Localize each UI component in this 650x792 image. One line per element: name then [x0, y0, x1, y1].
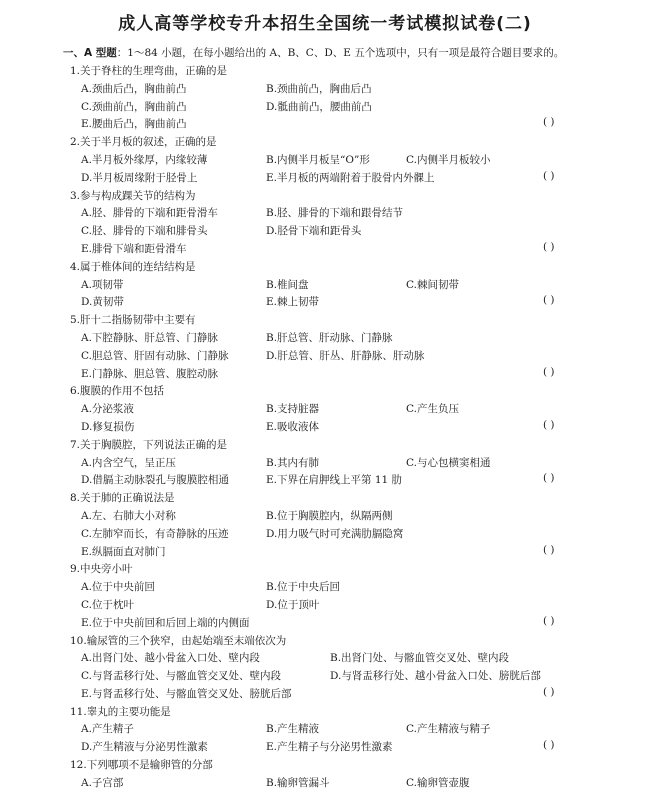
question-text: 6.腹膜的作用不包括	[70, 385, 165, 398]
answer-option: E.门静脉、胆总管、腹腔动脉	[81, 367, 219, 380]
answer-blank: ( )	[543, 240, 555, 253]
answer-option: B.椎间盘	[266, 278, 309, 291]
option-row	[0, 222, 650, 240]
answer-option: C.胆总管、肝固有动脉、门静脉	[81, 349, 229, 362]
question-text: 1.关于脊柱的生理弯曲，正确的是	[70, 65, 228, 77]
option-row	[0, 400, 650, 418]
answer-option: B.胫、腓骨的下端和跟骨结节	[266, 207, 404, 220]
answer-option: D.位于顶叶	[266, 598, 320, 611]
question-list	[0, 62, 650, 792]
question-stem	[0, 311, 650, 329]
option-row	[0, 329, 650, 347]
option-row	[0, 614, 650, 632]
answer-option: C.位于枕叶	[81, 598, 134, 611]
option-row	[0, 240, 650, 258]
answer-option: A.下腔静脉、肝总管、门静脉	[81, 331, 218, 344]
answer-option: C.与心包横窦相通	[406, 456, 491, 469]
answer-option: C.输卵管壶腹	[406, 776, 470, 789]
answer-option: C.左肺窄而长，有奇静脉的压迹	[81, 527, 229, 540]
answer-blank: ( )	[543, 116, 555, 129]
page-title: 成人高等学校专升本招生全国统一考试模拟试卷(二)	[118, 14, 532, 34]
answer-option: B.位于中央后回	[266, 581, 341, 594]
option-row	[0, 169, 650, 187]
answer-blank: ( )	[543, 739, 555, 752]
option-row	[0, 365, 650, 383]
question-stem	[0, 756, 650, 774]
option-row	[0, 276, 650, 294]
answer-option: A.胫、腓骨的下端和距骨滑车	[81, 207, 218, 220]
option-row	[0, 649, 650, 667]
option-row	[0, 98, 650, 116]
question-text: 3.参与构成踝关节的结构为	[70, 189, 196, 202]
answer-option: C.胫、腓骨的下端和腓骨头	[81, 225, 208, 238]
question-text: 10.输尿管的三个狭窄，由起始端至末端依次为	[70, 634, 287, 647]
answer-option: B.内侧半月板呈“O”形	[266, 153, 370, 166]
answer-option: D.借膈主动脉裂孔与腹膜腔相通	[81, 474, 229, 487]
answer-blank: ( )	[543, 614, 555, 627]
answer-option: B.其内有肺	[266, 456, 320, 469]
answer-option: B.位于胸膜腔内，纵隔两侧	[266, 509, 393, 522]
answer-option: C.与肾盂移行处、与髂血管交叉处、壁内段	[81, 670, 281, 683]
answer-option: A.内含空气，呈正压	[81, 456, 176, 469]
option-row	[0, 525, 650, 543]
option-row	[0, 151, 650, 169]
answer-option: A.出肾门处、越小骨盆入口处、壁内段	[81, 652, 260, 665]
answer-option: E.腓骨下端和距骨滑车	[81, 242, 187, 255]
answer-option: A.左、右肺大小对称	[81, 509, 176, 522]
question-stem	[0, 632, 650, 650]
answer-option: A.产生精子	[81, 723, 134, 736]
option-row	[0, 204, 650, 222]
option-row	[0, 738, 650, 756]
question-stem	[0, 703, 650, 721]
question-stem	[0, 133, 650, 151]
question-text: 8.关于肺的正确说法是	[70, 492, 175, 505]
option-row	[0, 685, 650, 703]
answer-option: A.半月板外缘厚，内缘较薄	[81, 153, 208, 166]
answer-option: D.黄韧带	[81, 296, 124, 309]
answer-option: B.支持脏器	[266, 403, 320, 416]
answer-option: E.棘上韧带	[266, 296, 320, 309]
question-text: 9.中央旁小叶	[70, 563, 133, 576]
question-text: 5.肝十二指肠韧带中主要有	[70, 314, 196, 327]
answer-option: B.肝总管、肝动脉、门静脉	[266, 331, 393, 344]
option-row	[0, 720, 650, 738]
option-row	[0, 507, 650, 525]
section-label: 一、A 型题	[63, 47, 117, 59]
answer-option: E.吸收液体	[266, 420, 320, 433]
answer-option: C.颈曲前凸，胸曲前凸	[81, 100, 187, 113]
answer-option: E.腰曲后凸，胸曲前凸	[81, 118, 187, 131]
answer-option: A.位于中央前回	[81, 581, 155, 594]
answer-option: E.纵膈面直对肺门	[81, 545, 166, 558]
answer-option: E.下界在肩胛线上平第 11 肋	[266, 474, 403, 487]
option-row	[0, 418, 650, 436]
answer-option: B.颈曲前凸，胸曲后凸	[266, 82, 372, 95]
option-row	[0, 115, 650, 133]
answer-option: E.位于中央前回和后回上端的内侧面	[81, 616, 250, 629]
answer-option: C.内侧半月板较小	[406, 153, 491, 166]
question-text: 11.睾丸的主要功能是	[70, 705, 171, 718]
answer-option: C.产生负压	[406, 403, 459, 416]
answer-blank: ( )	[543, 685, 555, 698]
answer-blank: ( )	[543, 418, 555, 431]
answer-option: D.与肾盂移行处、越小骨盆入口处、膀胱后部	[330, 670, 541, 683]
answer-option: D.骶曲前凸，腰曲前凸	[266, 100, 372, 113]
option-row	[0, 578, 650, 596]
answer-option: D.肝总管、肝丛、肝静脉、肝动脉	[266, 349, 425, 362]
question-stem	[0, 489, 650, 507]
question-stem	[0, 187, 650, 205]
question-stem	[0, 560, 650, 578]
question-stem	[0, 62, 650, 80]
option-row	[0, 293, 650, 311]
question-stem	[0, 382, 650, 400]
answer-option: D.用力吸气时可充满肋膈隐窝	[266, 527, 404, 540]
answer-blank: ( )	[543, 169, 555, 182]
question-stem	[0, 258, 650, 276]
answer-option: A.子宫部	[81, 776, 124, 789]
section-text: ：1～84 小题，在每小题给出的 A、B、C、D、E 五个选项中，只有一项是最符合题目要求的。	[116, 47, 565, 59]
question-text: 4.属于椎体间的连结结构是	[70, 260, 196, 273]
answer-option: A.颈曲后凸，胸曲前凸	[81, 82, 187, 95]
answer-option: E.与肾盂移行处、与髂血管交叉处、膀胱后部	[81, 687, 292, 700]
question-text: 12.下列哪项不是输卵管的分部	[70, 759, 213, 772]
answer-option: B.输卵管漏斗	[266, 776, 330, 789]
answer-option: A.项韧带	[81, 278, 124, 291]
option-row	[0, 454, 650, 472]
answer-option: D.修复损伤	[81, 420, 135, 433]
option-row	[0, 80, 650, 98]
answer-option: B.出肾门处、与髂血管交叉处、壁内段	[330, 652, 510, 665]
answer-option: C.棘间韧带	[406, 278, 459, 291]
answer-blank: ( )	[543, 472, 555, 485]
question-stem	[0, 436, 650, 454]
answer-option: D.产生精液与分泌男性激素	[81, 741, 208, 754]
answer-option: B.产生精液	[266, 723, 320, 736]
answer-blank: ( )	[543, 294, 555, 307]
answer-option: A.分泌浆液	[81, 403, 134, 416]
answer-blank: ( )	[543, 365, 555, 378]
answer-option: C.产生精液与精子	[406, 723, 491, 736]
option-row	[0, 543, 650, 561]
question-text: 2.关于半月板的叙述，正确的是	[70, 136, 217, 149]
option-row	[0, 471, 650, 489]
option-row	[0, 667, 650, 685]
answer-option: E.半月板的两端附着于股骨内外髁上	[266, 171, 435, 184]
option-row	[0, 347, 650, 365]
option-row	[0, 596, 650, 614]
answer-blank: ( )	[543, 543, 555, 556]
answer-option: E.产生精子与分泌男性激素	[266, 741, 393, 754]
question-text: 7.关于胸膜腔，下列说法正确的是	[70, 438, 228, 451]
section-instructions	[63, 45, 643, 60]
answer-option: D.半月板周缘附于胫骨上	[81, 171, 198, 184]
answer-option: D.胫骨下端和距骨头	[266, 225, 362, 238]
